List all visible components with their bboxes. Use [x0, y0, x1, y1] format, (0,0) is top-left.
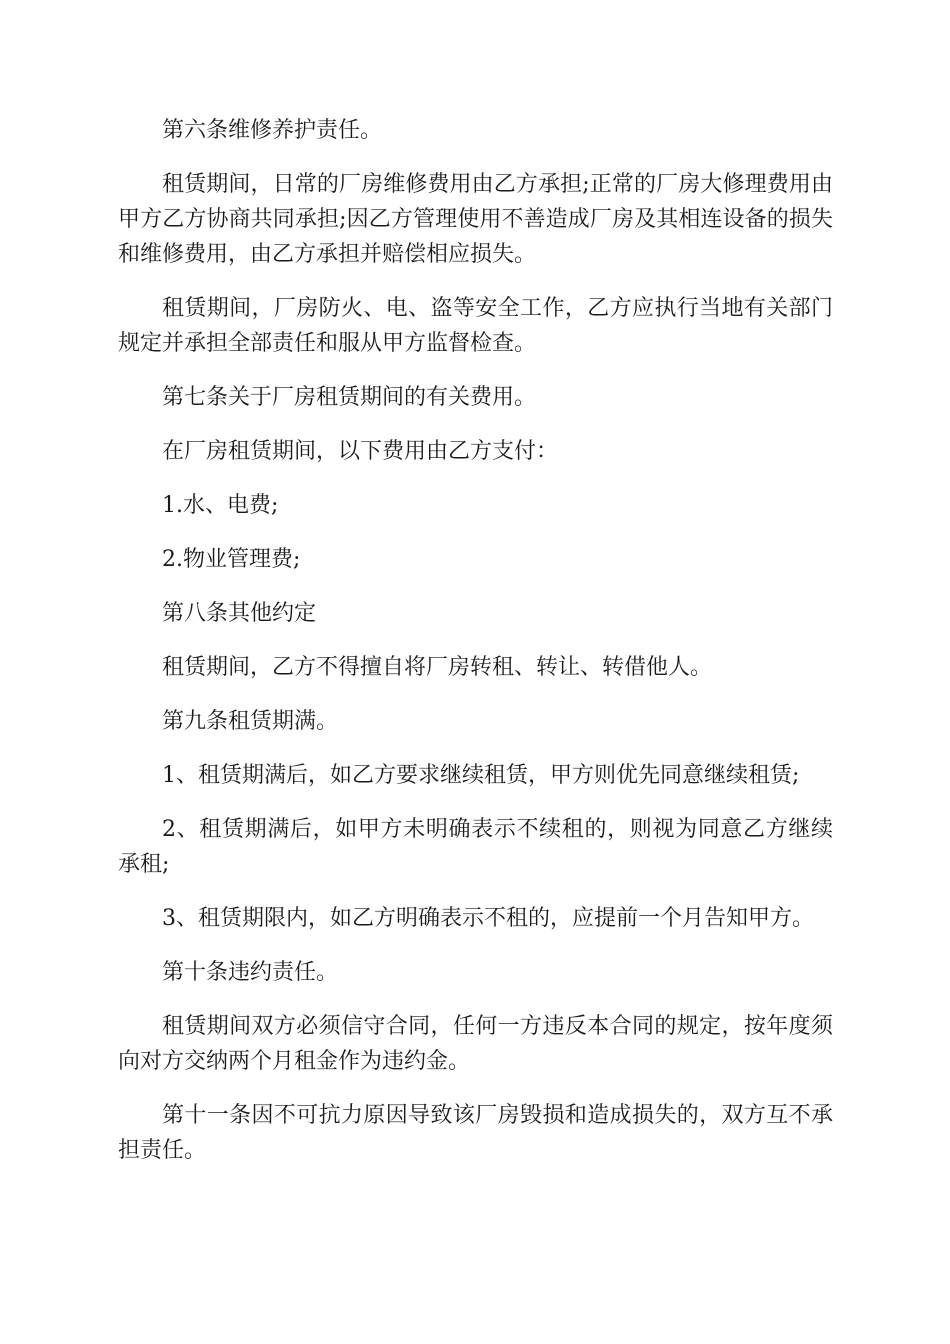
clause-6-safety-duties: 租赁期间，厂房防火、电、盗等安全工作，乙方应执行当地有关部门规定并承担全部责任和服从甲方监督检查。: [118, 296, 833, 356]
clause-10-heading: 第十条违约责任。: [162, 960, 339, 985]
clause-9-item-1: 1、租赁期满后，如乙方要求继续租赁，甲方则优先同意继续租赁;: [162, 763, 800, 788]
clause-8-heading: 第八条其他约定: [162, 601, 317, 626]
clause-8-sublease-ban: 租赁期间，乙方不得擅自将厂房转租、转让、转借他人。: [162, 655, 713, 680]
clause-9-item-2: 2、租赁期满后，如甲方未明确表示不续租的，则视为同意乙方继续承租;: [118, 817, 833, 877]
document-body: [118, 113, 833, 1187]
clause-9-item-3: 3、租赁期限内，如乙方明确表示不租的，应提前一个月告知甲方。: [162, 906, 814, 931]
clause-6-maintenance-costs: 租赁期间，日常的厂房维修费用由乙方承担;正常的厂房大修理费用由甲方乙方协商共同承担;因乙方管理使用不善造成厂房及其相连设备的损失和维修费用，由乙方承担并赔偿相应损失。: [118, 172, 833, 267]
clause-7-item-2: 2.物业管理费;: [162, 547, 301, 572]
clause-9-heading: 第九条租赁期满。: [162, 709, 339, 734]
clause-6-heading: 第六条维修养护责任。: [162, 118, 383, 143]
clause-10-penalty: 租赁期间双方必须信守合同，任何一方违反本合同的规定，按年度须向对方交纳两个月租金作为违约金。: [118, 1014, 833, 1074]
clause-11-force-majeure: 第十一条因不可抗力原因导致该厂房毁损和造成损失的，双方互不承担责任。: [118, 1103, 833, 1163]
clause-7-intro: 在厂房租赁期间，以下费用由乙方支付：: [162, 439, 559, 464]
clause-7-heading: 第七条关于厂房租赁期间的有关费用。: [162, 385, 537, 410]
clause-7-item-1: 1.水、电费;: [162, 493, 279, 518]
